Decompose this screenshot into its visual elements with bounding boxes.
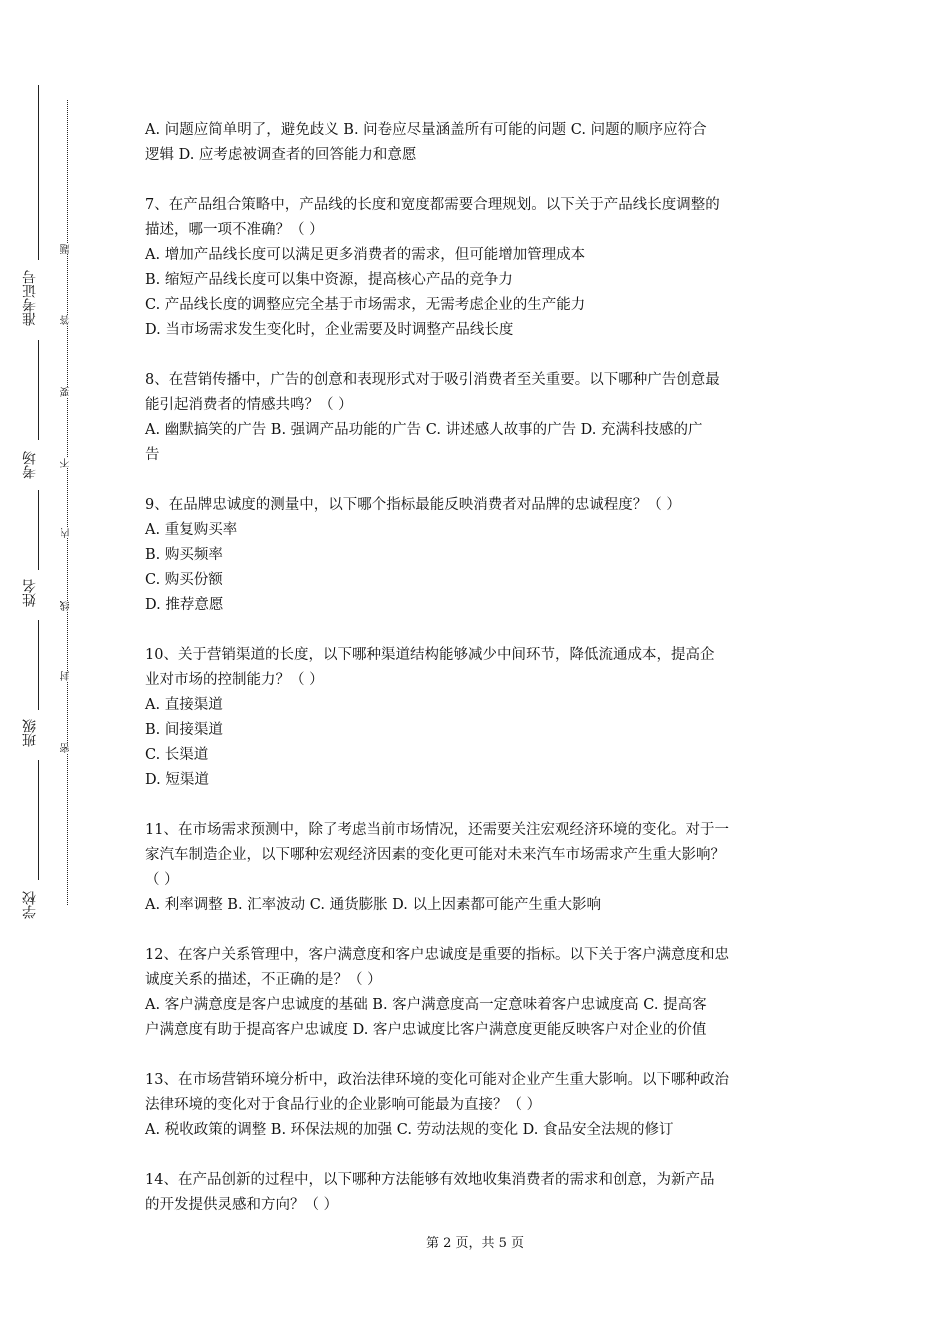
- question-7: [145, 193, 810, 343]
- question-list: [145, 118, 810, 1243]
- page-number: 第 2 页，共 5 页: [425, 1236, 525, 1251]
- seal-char: 封: [61, 671, 75, 681]
- fill-line: [38, 760, 39, 880]
- question-stem: 10、关于营销渠道的长度，以下哪种渠道结构能够减少中间环节，降低流通成本，提高企: [145, 647, 715, 663]
- option-line: A. 问题应简单明了，避免歧义 B. 问卷应尽量涵盖所有可能的问题 C. 问题的顺序应符合: [145, 122, 707, 138]
- seal-char: 不: [61, 458, 75, 468]
- fill-line: [38, 490, 39, 570]
- option-line: A. 利率调整 B. 汇率波动 C. 通货膨胀 D. 以上因素都可能产生重大影响: [145, 897, 602, 913]
- option-c: C. 产品线长度的调整应完全基于市场需求，无需考虑企业的生产能力: [145, 297, 586, 313]
- question-stem: 业对市场的控制能力？（ ）: [145, 672, 324, 688]
- option-line: A. 税收政策的调整 B. 环保法规的加强 C. 劳动法规的变化 D. 食品安全法规的修订: [145, 1122, 674, 1138]
- seal-char: 答: [61, 315, 75, 325]
- option-line: 户满意度有助于提高客户忠诚度 D. 客户忠诚度比客户满意度更能反映客户对企业的价值: [145, 1022, 707, 1038]
- question-13: [145, 1068, 810, 1143]
- question-stem: 13、在市场营销环境分析中，政治法律环境的变化可能对企业产生重大影响。以下哪种政治: [145, 1072, 729, 1088]
- question-stem: 法律环境的变化对于食品行业的企业影响可能最为直接？（ ）: [145, 1097, 542, 1113]
- question-8: [145, 368, 810, 468]
- option-b: B. 购买频率: [145, 547, 223, 563]
- option-d: D. 推荐意愿: [145, 597, 224, 613]
- question-stem: 的开发提供灵感和方向？（ ）: [145, 1197, 339, 1213]
- option-b: B. 缩短产品线长度可以集中资源，提高核心产品的竞争力: [145, 272, 513, 288]
- question-14: [145, 1168, 810, 1218]
- option-c: C. 长渠道: [145, 747, 209, 763]
- question-6-options: [145, 118, 810, 168]
- label-class: 班级: [22, 719, 38, 747]
- question-stem: （ ）: [145, 872, 179, 888]
- option-b: B. 间接渠道: [145, 722, 223, 738]
- option-line: A. 幽默搞笑的广告 B. 强调产品功能的广告 C. 讲述感人故事的广告 D. 充满科技感的广: [145, 422, 703, 438]
- label-school: 学校: [22, 891, 38, 919]
- binding-margin: [0, 0, 100, 1344]
- fill-line: [38, 620, 39, 710]
- seal-char: 密: [61, 743, 75, 753]
- question-9: [145, 493, 810, 618]
- seal-char: 要: [61, 387, 75, 397]
- fill-line: [38, 85, 39, 260]
- question-stem: 描述，哪一项不准确？（ ）: [145, 222, 324, 238]
- question-stem: 9、在品牌忠诚度的测量中，以下哪个指标最能反映消费者对品牌的忠诚程度？（ ）: [145, 497, 681, 513]
- option-a: A. 重复购买率: [145, 522, 238, 538]
- question-stem: 能引起消费者的情感共鸣？（ ）: [145, 397, 353, 413]
- question-stem: 诚度关系的描述，不正确的是？（ ）: [145, 972, 382, 988]
- option-a: A. 直接渠道: [145, 697, 223, 713]
- question-stem: 14、在产品创新的过程中，以下哪种方法能够有效地收集消费者的需求和创意，为新产品: [145, 1172, 715, 1188]
- question-stem: 12、在客户关系管理中，客户满意度和客户忠诚度是重要的指标。以下关于客户满意度和忠: [145, 947, 729, 963]
- question-10: [145, 643, 810, 793]
- option-line: A. 客户满意度是客户忠诚度的基础 B. 客户满意度高一定意味着客户忠诚度高 C. 提高客: [145, 997, 707, 1013]
- label-exam-number: 准考证号: [22, 270, 38, 326]
- seal-dotted-line: [67, 100, 68, 905]
- option-d: D. 短渠道: [145, 772, 209, 788]
- option-d: D. 当市场需求发生变化时，企业需要及时调整产品线长度: [145, 322, 514, 338]
- option-c: C. 购买份额: [145, 572, 223, 588]
- label-name: 姓名: [22, 579, 38, 607]
- question-stem: 家汽车制造企业，以下哪种宏观经济因素的变化更可能对未来汽车市场需求产生重大影响？: [145, 847, 725, 863]
- question-stem: 7、在产品组合策略中，产品线的长度和宽度都需要合理规划。以下关于产品线长度调整的: [145, 197, 720, 213]
- seal-char: 内: [61, 528, 75, 538]
- fill-line: [38, 340, 39, 440]
- question-12: [145, 943, 810, 1043]
- option-line: 告: [145, 447, 160, 463]
- seal-char: 线: [61, 601, 75, 611]
- question-11: [145, 818, 810, 918]
- option-line: 逻辑 D. 应考虑被调查者的回答能力和意愿: [145, 147, 417, 163]
- label-exam-room: 考场: [22, 451, 38, 479]
- option-a: A. 增加产品线长度可以满足更多消费者的需求，但可能增加管理成本: [145, 247, 586, 263]
- question-stem: 8、在营销传播中，广告的创意和表现形式对于吸引消费者至关重要。以下哪种广告创意最: [145, 372, 720, 388]
- question-stem: 11、在市场需求预测中，除了考虑当前市场情况，还需要关注宏观经济环境的变化。对于一: [145, 822, 729, 838]
- seal-char: 题: [61, 244, 75, 254]
